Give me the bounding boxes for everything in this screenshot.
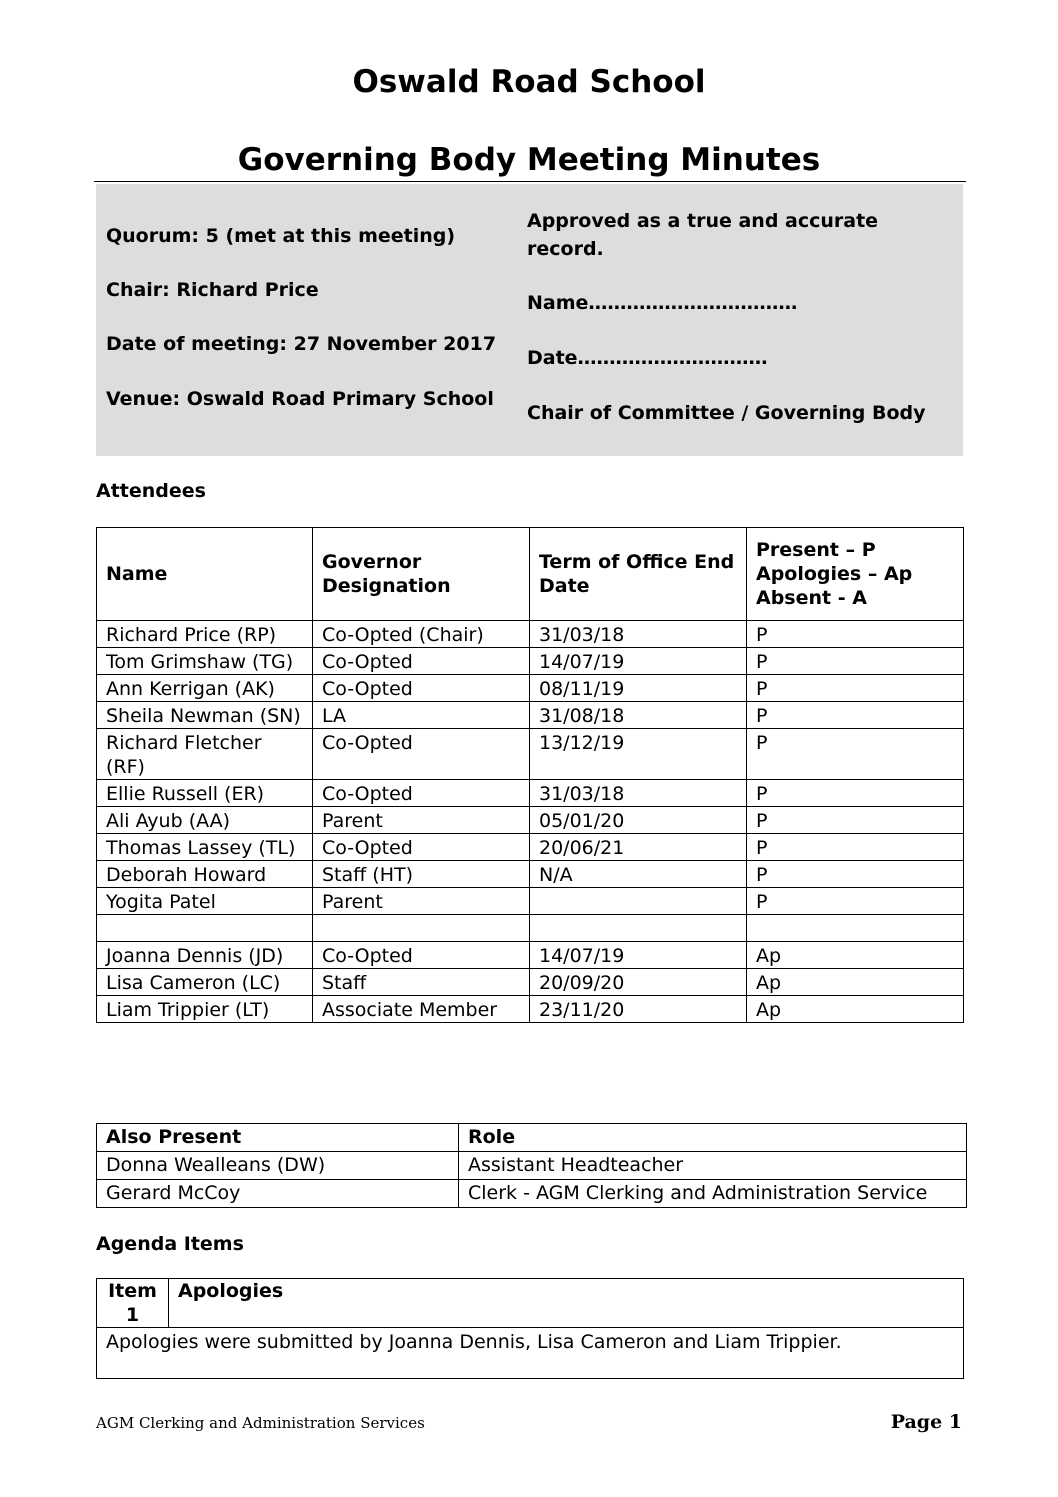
attendee-attendance: P [747,729,964,780]
attendee-term-end: 08/11/19 [530,675,747,702]
table-row [97,648,964,675]
col-name-header: Name [97,528,313,621]
also-present-name: Donna Wealleans (DW) [97,1152,459,1180]
table-row [97,780,964,807]
also-present-table [96,1123,967,1208]
approval-name-line: Name…………………………… [527,292,798,314]
title-divider [94,181,966,182]
attendee-attendance: P [747,621,964,648]
quorum-text: Quorum: 5 (met at this meeting) [106,225,456,247]
attendee-term-end [530,915,747,942]
attendees-header-row [97,528,964,621]
col-designation-header: Governor Designation [313,528,530,621]
agenda-item-body-row [97,1328,964,1379]
attendee-name: Ali Ayub (AA) [97,807,313,834]
attendee-attendance: P [747,648,964,675]
attendee-designation: Staff (HT) [313,861,530,888]
footer-organisation: AGM Clerking and Administration Services [96,1414,425,1432]
agenda-item-number: Item 1 [97,1279,169,1328]
col-role-header: Role [459,1124,967,1152]
meeting-date-text: Date of meeting: 27 November 2017 [106,333,497,355]
approval-chair-line: Chair of Committee / Governing Body [527,402,926,424]
attendee-name: Ellie Russell (ER) [97,780,313,807]
attendee-term-end: 14/07/19 [530,648,747,675]
attendee-designation: Parent [313,807,530,834]
chair-text: Chair: Richard Price [106,279,319,301]
document-title: Governing Body Meeting Minutes [237,142,821,178]
col-attendance-header: Present – P Apologies – Ap Absent - A [747,528,964,621]
col-also-present-header: Also Present [97,1124,459,1152]
meeting-info-box [96,184,963,456]
table-row [97,675,964,702]
table-row [97,702,964,729]
attendee-designation: Staff [313,969,530,996]
table-row [97,621,964,648]
attendee-term-end [530,888,747,915]
attendees-table [96,527,964,1023]
attendee-designation: Co-Opted [313,675,530,702]
attendee-name: Sheila Newman (SN) [97,702,313,729]
attendee-name: Thomas Lassey (TL) [97,834,313,861]
table-row [97,834,964,861]
attendee-name: Lisa Cameron (LC) [97,969,313,996]
also-present-role: Assistant Headteacher [459,1152,967,1180]
venue-text: Venue: Oswald Road Primary School [106,388,494,410]
attendee-name: Deborah Howard [97,861,313,888]
footer-page-number: Page 1 [890,1411,962,1433]
attendee-term-end: 20/09/20 [530,969,747,996]
attendee-designation: Co-Opted [313,780,530,807]
attendee-term-end: 31/03/18 [530,780,747,807]
attendee-attendance: Ap [747,996,964,1023]
also-present-name: Gerard McCoy [97,1180,459,1208]
col-term-header: Term of Office End Date [530,528,747,621]
attendee-name: Ann Kerrigan (AK) [97,675,313,702]
attendee-attendance [747,915,964,942]
attendee-name [97,915,313,942]
attendee-designation [313,915,530,942]
attendee-attendance: P [747,888,964,915]
attendee-attendance: Ap [747,942,964,969]
attendee-attendance: P [747,807,964,834]
approval-text: Approved as a true and accurate record. [527,210,879,260]
attendee-name: Tom Grimshaw (TG) [97,648,313,675]
agenda-item-header-row [97,1279,964,1328]
table-row [97,915,964,942]
attendee-attendance: P [747,675,964,702]
attendee-attendance: P [747,702,964,729]
table-row [97,1180,967,1208]
attendee-attendance: P [747,834,964,861]
agenda-item-body: Apologies were submitted by Joanna Dennis, Lisa Cameron and Liam Trippier. [97,1328,964,1379]
table-row [97,942,964,969]
attendee-name: Yogita Patel [97,888,313,915]
attendee-designation: Co-Opted [313,834,530,861]
attendee-term-end: N/A [530,861,747,888]
table-row [97,729,964,780]
table-row [97,996,964,1023]
agenda-table [96,1278,964,1379]
attendee-attendance: P [747,780,964,807]
attendee-designation: Co-Opted (Chair) [313,621,530,648]
attendee-term-end: 05/01/20 [530,807,747,834]
attendee-attendance: P [747,861,964,888]
attendee-designation: Co-Opted [313,942,530,969]
attendee-designation: Parent [313,888,530,915]
attendee-term-end: 14/07/19 [530,942,747,969]
attendee-name: Richard Fletcher (RF) [97,729,313,780]
agenda-heading: Agenda Items [96,1233,244,1255]
attendee-designation: Associate Member [313,996,530,1023]
also-present-role: Clerk - AGM Clerking and Administration Service [459,1180,967,1208]
table-row [97,807,964,834]
attendee-designation: Co-Opted [313,729,530,780]
also-present-header-row [97,1124,967,1152]
attendee-term-end: 13/12/19 [530,729,747,780]
attendee-designation: Co-Opted [313,648,530,675]
attendee-name: Joanna Dennis (JD) [97,942,313,969]
attendee-name: Richard Price (RP) [97,621,313,648]
table-row [97,1152,967,1180]
attendee-term-end: 31/03/18 [530,621,747,648]
table-row [97,861,964,888]
school-title: Oswald Road School [352,64,706,100]
attendee-name: Liam Trippier (LT) [97,996,313,1023]
attendee-designation: LA [313,702,530,729]
attendee-term-end: 23/11/20 [530,996,747,1023]
agenda-item-title: Apologies [169,1279,964,1328]
attendee-term-end: 20/06/21 [530,834,747,861]
attendee-attendance: Ap [747,969,964,996]
approval-date-line: Date………………………… [527,347,768,369]
table-row [97,888,964,915]
attendees-heading: Attendees [96,480,206,502]
table-row [97,969,964,996]
attendee-term-end: 31/08/18 [530,702,747,729]
